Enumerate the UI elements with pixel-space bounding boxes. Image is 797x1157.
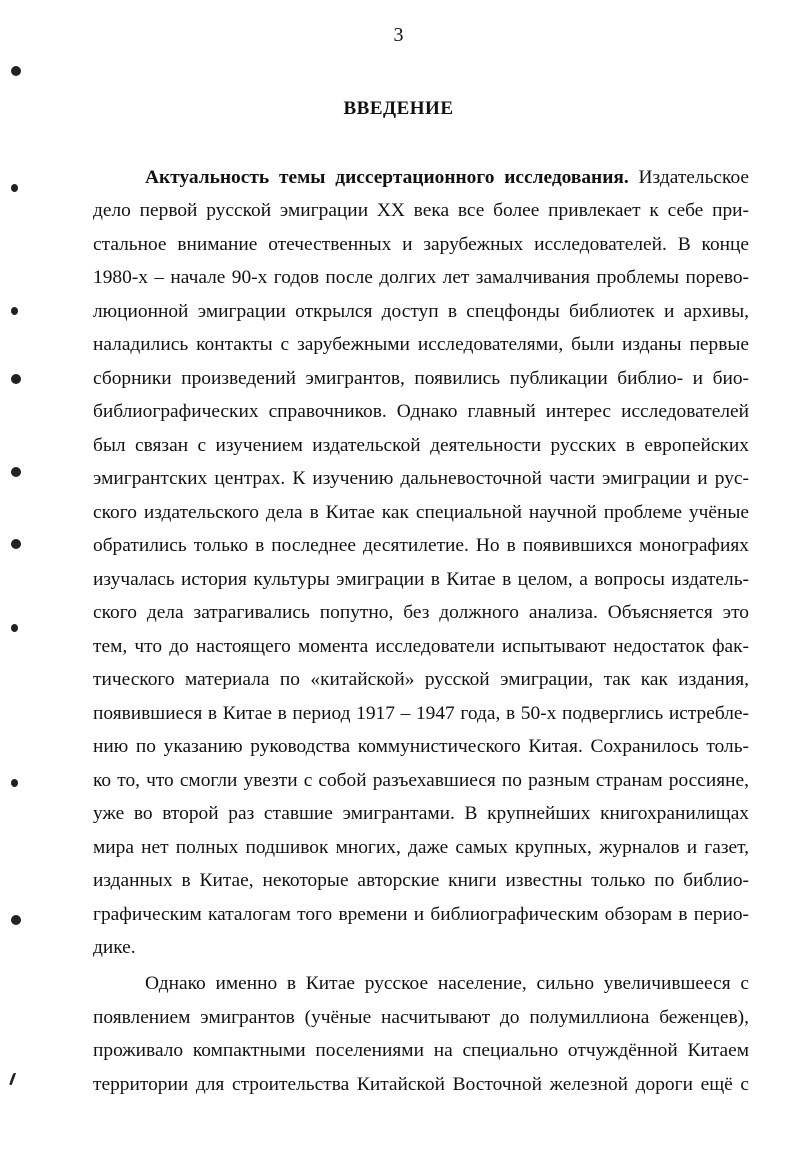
text-line: дике. (93, 937, 136, 958)
binding-hole-mark (11, 374, 21, 384)
binding-hole-mark (9, 1073, 26, 1085)
binding-hole-mark (11, 184, 18, 192)
text-line: ского дела затрагивались попутно, без должного анализа. Объясняется это (93, 602, 749, 623)
binding-hole-mark (11, 915, 21, 925)
text-line: обратились только в последнее десятилетие. Но в появившихся монографиях (93, 535, 749, 556)
binding-hole-mark (11, 307, 18, 315)
binding-hole-mark (11, 539, 21, 549)
page-number: 3 (393, 24, 404, 46)
text-line: изданных в Китае, некоторые авторские книги известны только по библио- (93, 870, 749, 891)
text-line: появившиеся в Китае в период 1917 – 1947 года, в 50-х подверглись истребле- (93, 703, 749, 724)
text-line: уже во второй раз ставшие эмигрантами. В крупнейших книгохранилищах (93, 803, 749, 824)
text-line: графическим каталогам того времени и библиографическим обзорам в перио- (93, 904, 749, 925)
text-line: был связан с изучением издательской деятельности русских в европейских (93, 435, 749, 456)
page-title: ВВЕДЕНИЕ (343, 98, 454, 119)
text-line: ко то, что смогли увезти с собой разъехавшиеся по разным странам россияне, (93, 770, 749, 791)
text-line: проживало компактными поселениями на специально отчуждённой Китаем (93, 1040, 749, 1061)
text-line: люционной эмиграции открылся доступ в спецфонды библиотек и архивы, (93, 301, 749, 322)
text-line: наладились контакты с зарубежными исследователями, были изданы первые (93, 334, 749, 355)
text-line: территории для строительства Китайской Восточной железной дороги ещё с (93, 1074, 749, 1095)
text-line: библиографических справочников. Однако главный интерес исследователей (93, 401, 749, 422)
text-line: Актуальность темы диссертационного исследования. Издательское (145, 167, 750, 188)
binding-hole-mark (11, 467, 21, 477)
text-line: тем, что до настоящего момента исследователи испытывают недостаток фак- (93, 636, 749, 657)
text-line: сборники произведений эмигрантов, появились публикации библио- и био- (93, 368, 749, 389)
binding-hole-mark (11, 66, 21, 76)
lead-phrase: Актуальность темы диссертационного исследования. (145, 167, 629, 188)
binding-hole-mark (11, 779, 18, 787)
text-line: 1980-х – начале 90-х годов после долгих лет замалчивания проблемы порево- (93, 267, 749, 288)
text-line: появлением эмигрантов (учёные насчитывают до полумиллиона беженцев), (93, 1007, 749, 1028)
binding-hole-mark (11, 624, 18, 632)
text-line: мира нет полных подшивок многих, даже самых крупных, журналов и газет, (93, 837, 749, 858)
text-line: ского издательского дела в Китае как специальной научной проблеме учёные (93, 502, 749, 523)
text-line: нию по указанию руководства коммунистического Китая. Сохранилось толь- (93, 736, 749, 757)
text-line: дело первой русской эмиграции XX века все более привлекает к себе при- (93, 200, 749, 221)
text-line: эмигрантских центрах. К изучению дальневосточной части эмиграции и рус- (93, 468, 749, 489)
text-line: тического материала по «китайской» русской эмиграции, так как издания, (93, 669, 749, 690)
text-line: изучалась история культуры эмиграции в Китае в целом, а вопросы издатель- (93, 569, 749, 590)
text-line: стальное внимание отечественных и зарубежных исследователей. В конце (93, 234, 749, 255)
text-line: Однако именно в Китае русское население, сильно увеличившееся с (145, 973, 749, 994)
